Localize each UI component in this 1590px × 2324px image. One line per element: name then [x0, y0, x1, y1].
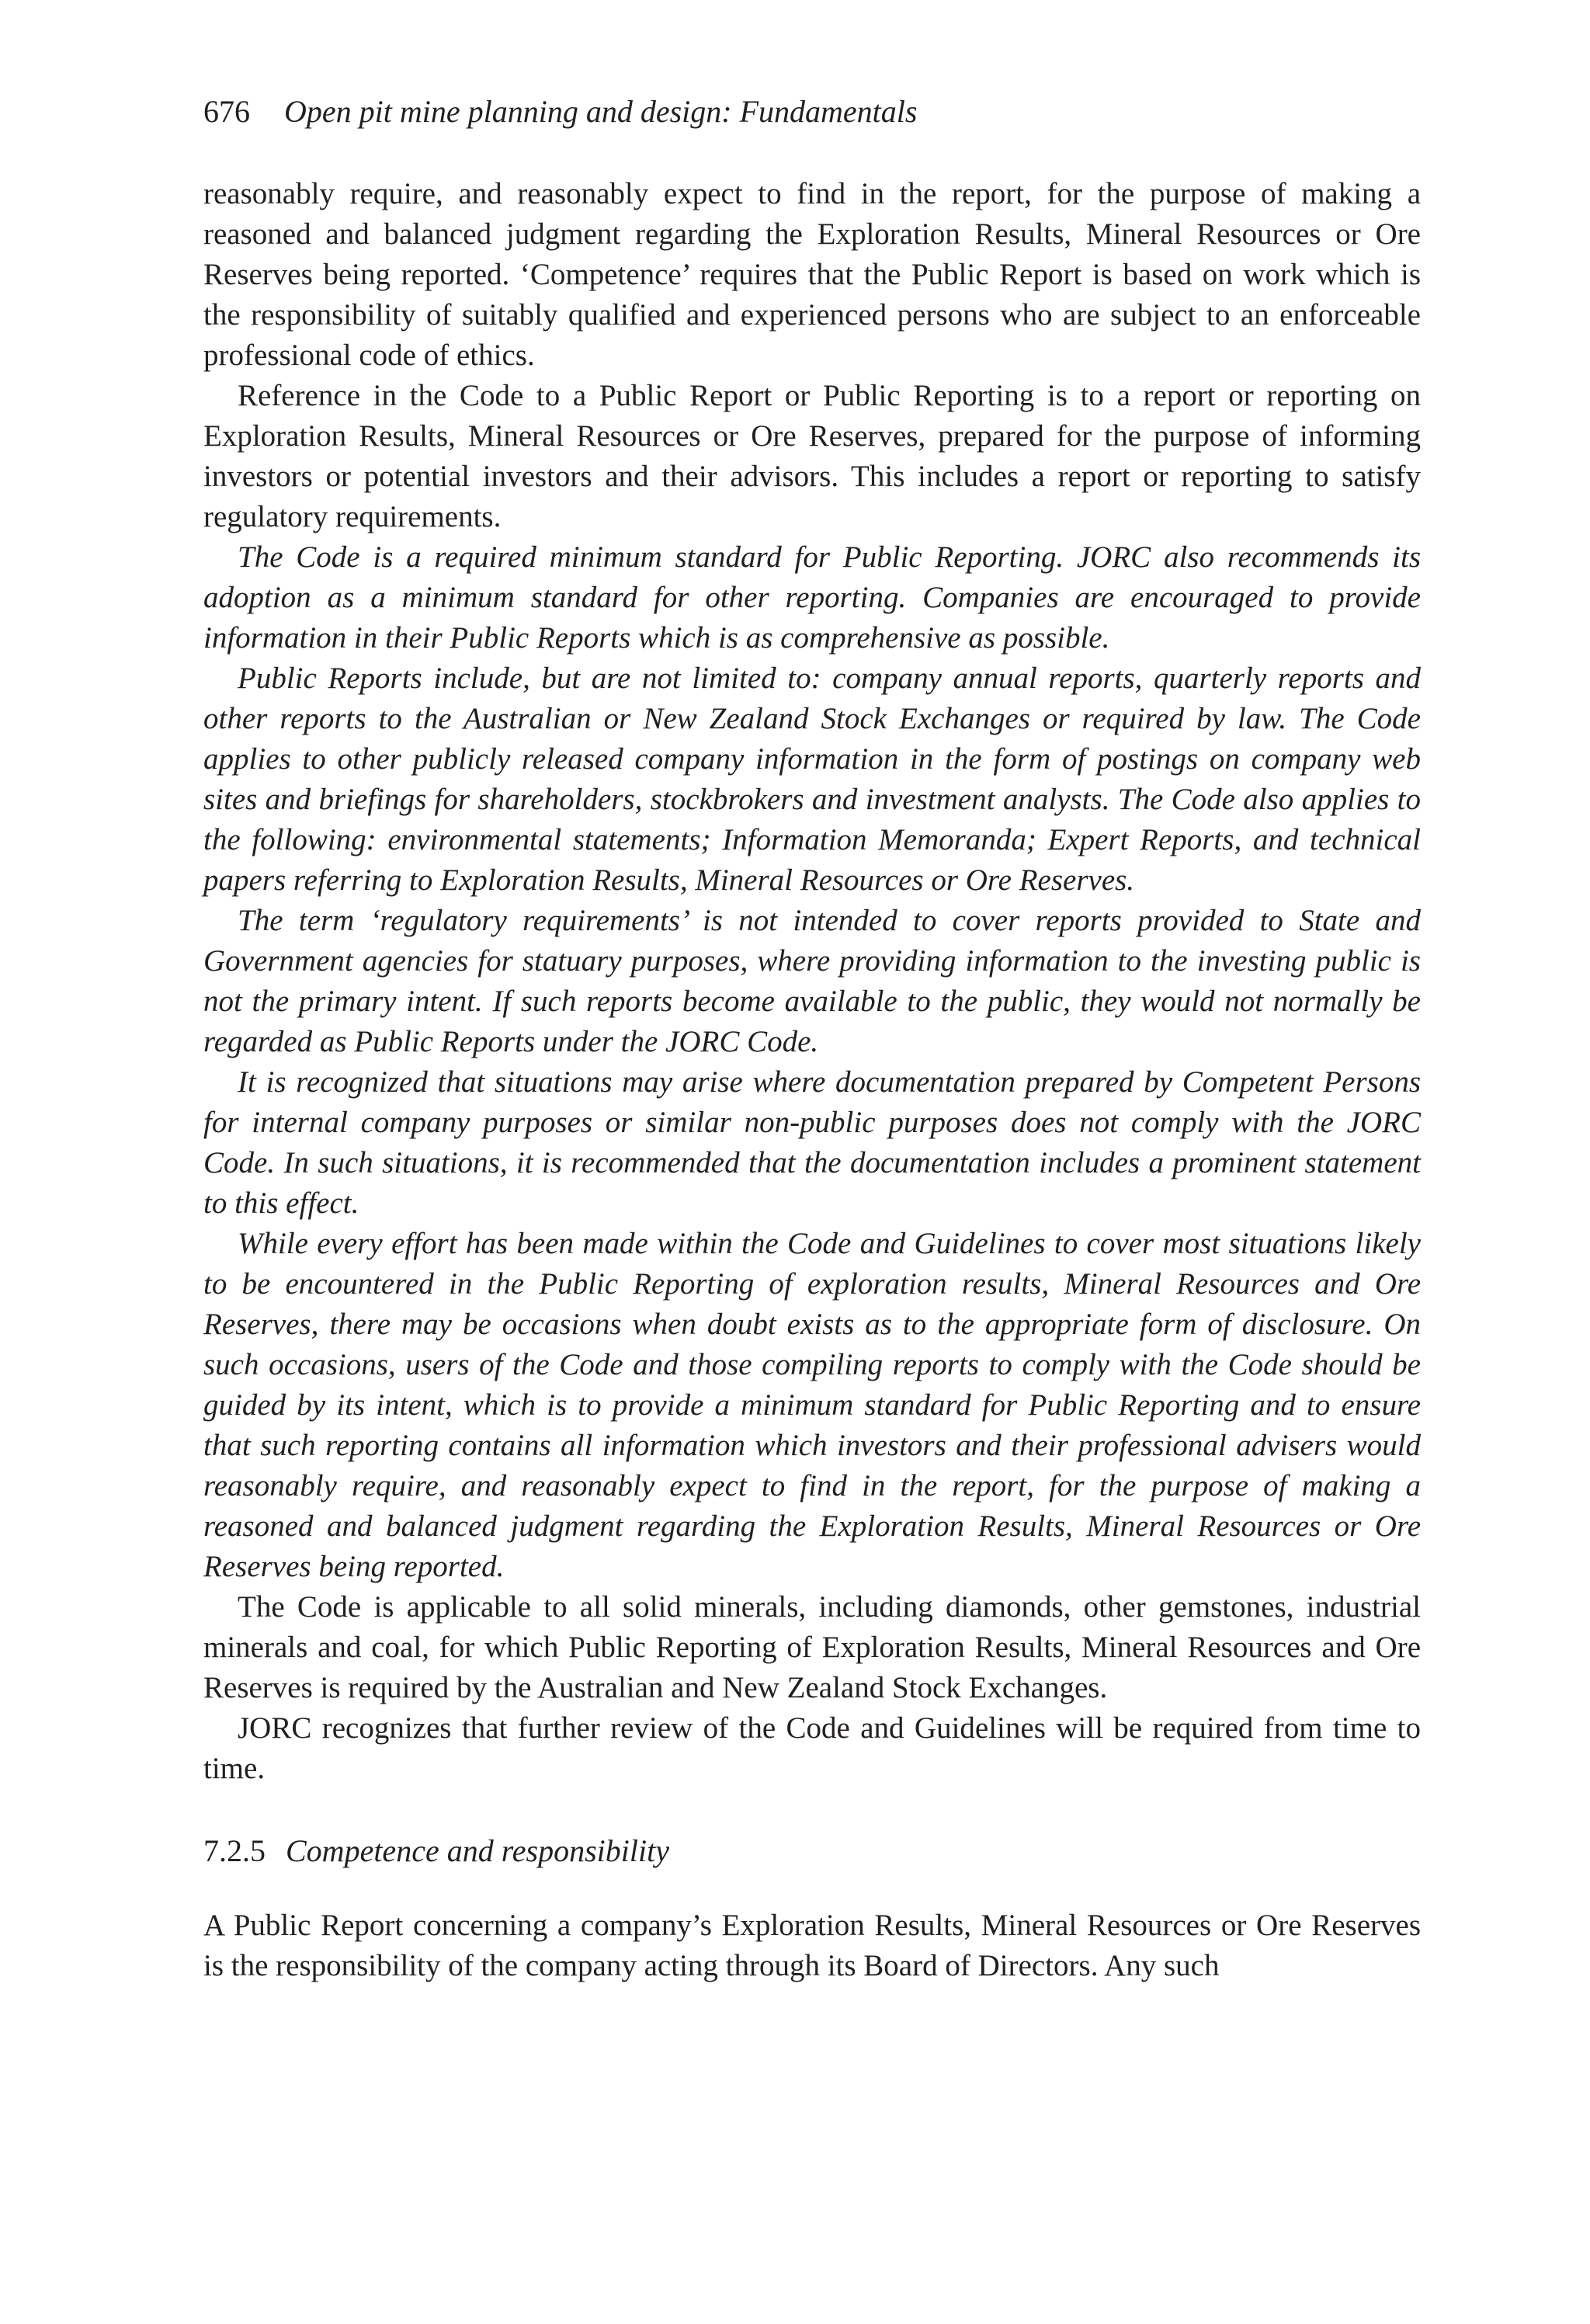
paragraph-further-review: JORC recognizes that further review of the Code and Guidelines will be required from time to time.: [203, 1711, 1421, 1785]
paragraph-minimum-standard: The Code is a required minimum standard for Public Reporting. JORC also recommends its adoption as a minimum standard for other reporting. Companies are encouraged to provide information in their Public Reports which is as comprehensive as possible.: [203, 540, 1421, 655]
paragraph-code-applicability: The Code is applicable to all solid minerals, including diamonds, other gemstones, industrial minerals and coal, for which Public Reporting of Exploration Results, Mineral Resources and Ore Reserves is required by the Australian and New Zealand Stock Exchanges.: [203, 1590, 1421, 1704]
paragraph-continuation: reasonably require, and reasonably expect to find in the report, for the purpose of making a reasoned and balanced judgment regarding the Exploration Results, Mineral Resources or Ore Reserves being reported. ‘Competence’ requires that the Public Report is based on work which is the responsibility of suitably qualified and experienced persons who are subject to an enforceable professional code of ethics.: [203, 177, 1421, 372]
paragraph-public-reports-include: Public Reports include, but are not limited to: company annual reports, quarterly reports and other reports to the Australian or New Zealand Stock Exchanges or required by law. The Code applies to other publicly released company information in the form of postings on company web sites and briefings for shareholders, stockbrokers and investment analysts. The Code also applies to the following: environmental statements; Information Memoranda; Expert Reports, and technical papers referring to Exploration Results, Mineral Resources or Ore Reserves.: [203, 662, 1421, 897]
book-page: [203, 92, 1421, 1986]
running-header: [203, 92, 1421, 132]
section-body: [203, 1905, 1421, 1986]
paragraph-public-report-definition: Reference in the Code to a Public Report or Public Reporting is to a report or reporting on Exploration Results, Mineral Resources or Ore Reserves, prepared for the purpose of informing investors or potential investors and their advisors. This includes a report or reporting to satisfy regulatory requirements.: [203, 379, 1421, 533]
section-heading: [203, 1831, 1421, 1871]
section-number: 7.2.5: [203, 1833, 266, 1868]
running-title: Open pit mine planning and design: Fundamentals: [284, 94, 918, 129]
paragraph-competence-responsibility: A Public Report concerning a company’s Exploration Results, Mineral Resources or Ore Reserves is the responsibility of the company acting through its Board of Directors. Any such: [203, 1909, 1421, 1982]
page-number: 676: [203, 94, 250, 129]
paragraph-internal-documentation: It is recognized that situations may arise where documentation prepared by Competent Persons for internal company purposes or similar non-public purposes does not comply with the JORC Code. In such situations, it is recommended that the documentation includes a prominent statement to this effect.: [203, 1065, 1421, 1220]
paragraph-code-intent: While every effort has been made within the Code and Guidelines to cover most situations likely to be encountered in the Public Reporting of exploration results, Mineral Resources and Ore Reserves, there may be occasions when doubt exists as to the appropriate form of disclosure. On such occasions, users of the Code and those compiling reports to comply with the Code should be guided by its intent, which is to provide a minimum standard for Public Reporting and to ensure that such reporting contains all information which investors and their professional advisers would reasonably require, and reasonably expect to find in the report, for the purpose of making a reasoned and balanced judgment regarding the Exploration Results, Mineral Resources or Ore Reserves being reported.: [203, 1227, 1421, 1583]
body-text: [203, 174, 1421, 1789]
section-title: Competence and responsibility: [286, 1833, 669, 1868]
paragraph-regulatory-requirements: The term ‘regulatory requirements’ is not intended to cover reports provided to State and Government agencies for statuary purposes, where providing information to the investing public is not the primary intent. If such reports become available to the public, they would not normally be regarded as Public Reports under the JORC Code.: [203, 904, 1421, 1058]
